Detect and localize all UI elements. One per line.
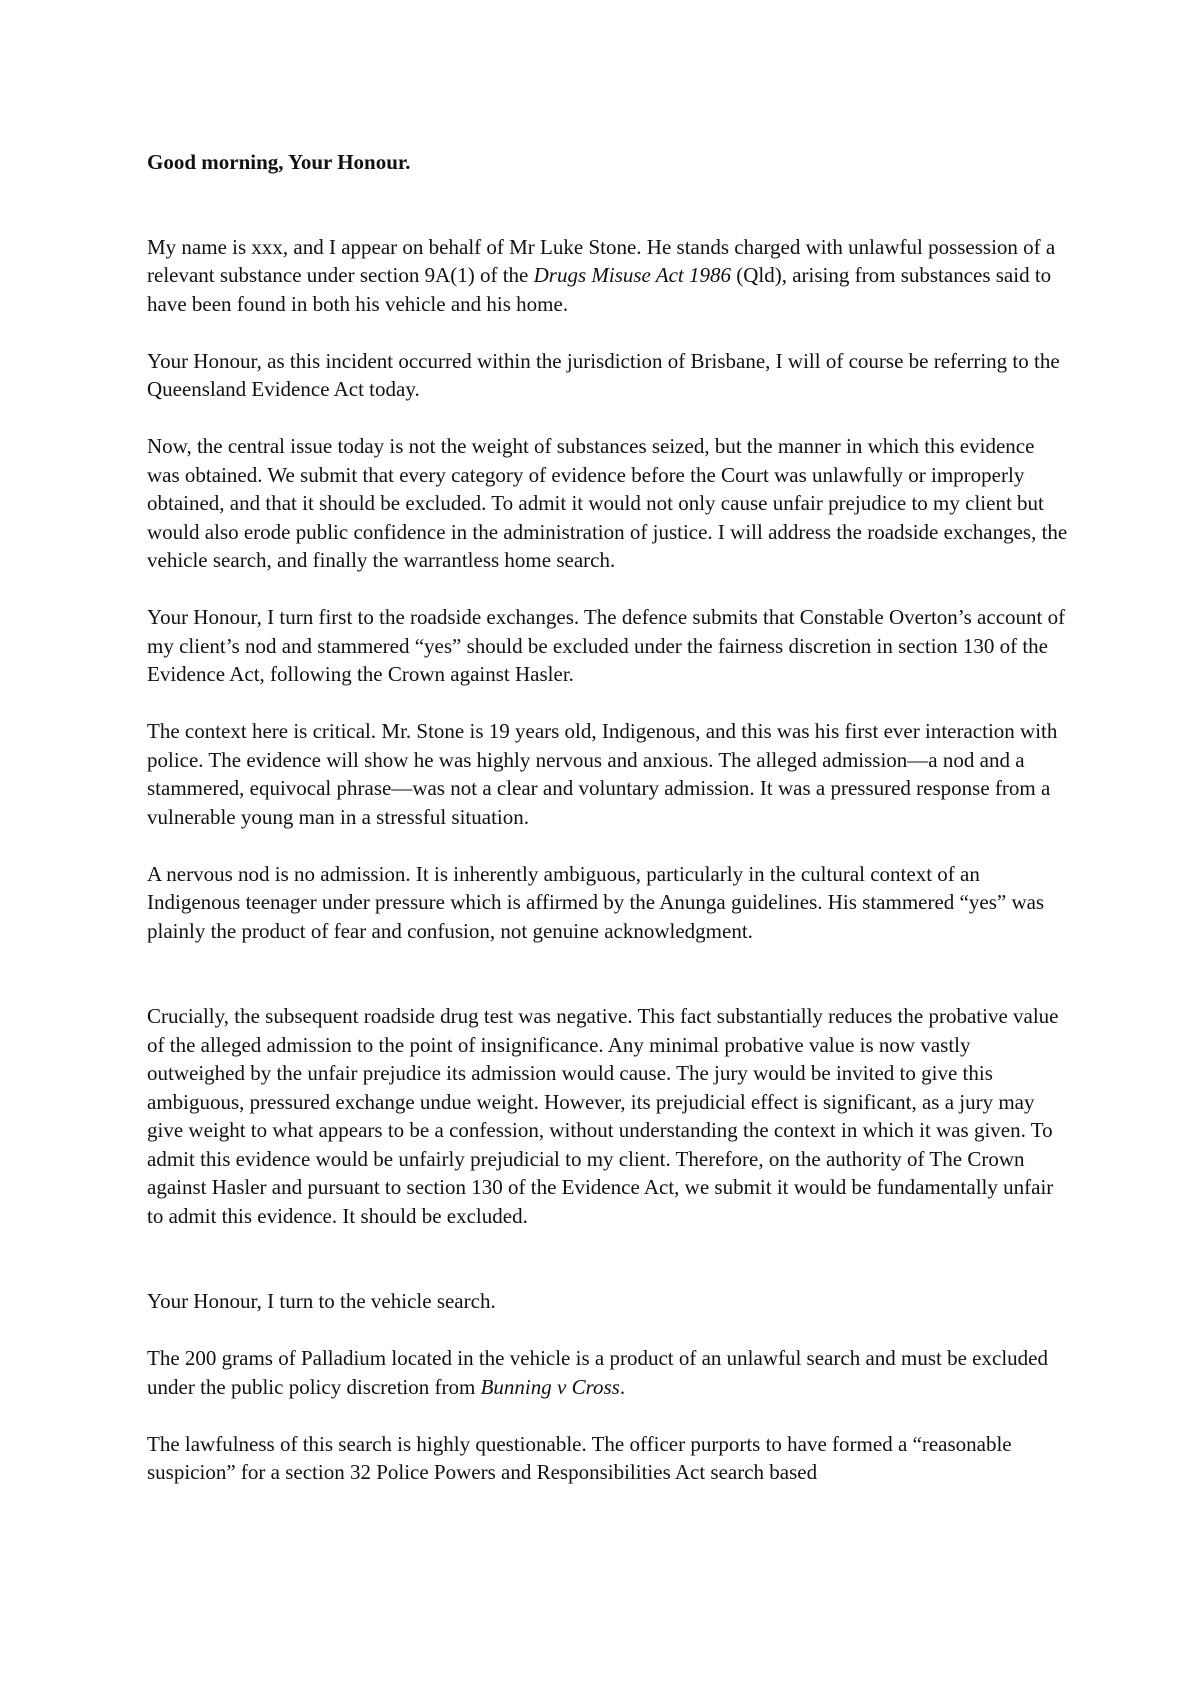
act-title: Drugs Misuse Act 1986 <box>533 263 731 287</box>
paragraph-context: The context here is critical. Mr. Stone is 19 years old, Indigenous, and this was his first ever interaction with police. The evidence will show he was highly nervous and anxious. The alleged admission—a nod and a stammered, equivocal phrase—was not a clear and voluntary admission. It was a pressured response from a vulnerable young man in a stressful situation. <box>147 719 1058 829</box>
greeting-heading: Good morning, Your Honour. <box>147 150 411 174</box>
paragraph-lawfulness: The lawfulness of this search is highly questionable. The officer purports to have formed a “reasonable suspicion” for a section 32 Police Powers and Responsibilities Act search based <box>147 1431 1012 1484</box>
paragraph-introduction: My name is xxx, and I appear on behalf of Mr Luke Stone. He stands charged with unlawful possession of a relevant substance under section 9A(1) of the Drugs Misuse Act 1986 (Qld), arising from substances said to have been found in both his vehicle and his home. <box>147 234 1056 316</box>
case-title: Bunning v Cross <box>480 1374 620 1399</box>
paragraph-central-issue: Now, the central issue today is not the weight of substances seized, but the manner in which this evidence was obtained. We submit that every category of evidence before the Court was unlawfully or improperly obtained, and that it should be excluded. To admit it would not only cause unfair prejudice to my client but would also erode public confidence in the administration of justice. I will address the roadside exchanges, the vehicle search, and finally the warrantless home search. <box>147 434 1068 572</box>
paragraph-palladium: The 200 grams of Palladium located in the vehicle is a product of an unlawful search and must be excluded under the public policy discretion from Bunning v Cross. <box>147 1346 1048 1399</box>
paragraph-jurisdiction: Your Honour, as this incident occurred within the jurisdiction of Brisbane, I will of course be referring to the Queensland Evidence Act today. <box>147 348 1060 401</box>
paragraph-nervous-nod: A nervous nod is no admission. It is inherently ambiguous, particularly in the cultural context of an Indigenous teenager under pressure which is affirmed by the Anunga guidelines. His stammered “yes” was plainly the product of fear and confusion, not genuine acknowledgment. <box>147 861 1045 943</box>
paragraph-vehicle-search-intro: Your Honour, I turn to the vehicle search. <box>147 1289 496 1313</box>
paragraph-drug-test: Crucially, the subsequent roadside drug test was negative. This fact substantially reduces the probative value of the alleged admission to the point of insignificance. Any minimal probative value is now vastly outweighed by the unfair prejudice its admission would cause. The jury would be invited to give this ambiguous, pressured exchange undue weight. However, its prejudicial effect is significant, as a jury may give weight to what appears to be a confession, without understanding the context in which it was given. To admit this evidence would be unfairly prejudicial to my client. Therefore, on the authority of The Crown against Hasler and pursuant to section 130 of the Evidence Act, we submit it would be fundamentally unfair to admit this evidence. It should be excluded. <box>147 1004 1059 1228</box>
paragraph-roadside-exchanges: Your Honour, I turn first to the roadside exchanges. The defence submits that Constable Overton’s account of my client’s nod and stammered “yes” should be excluded under the fairness discretion in section 130 of the Evidence Act, following the Crown against Hasler. <box>147 605 1066 686</box>
document-body <box>147 148 1072 1515</box>
